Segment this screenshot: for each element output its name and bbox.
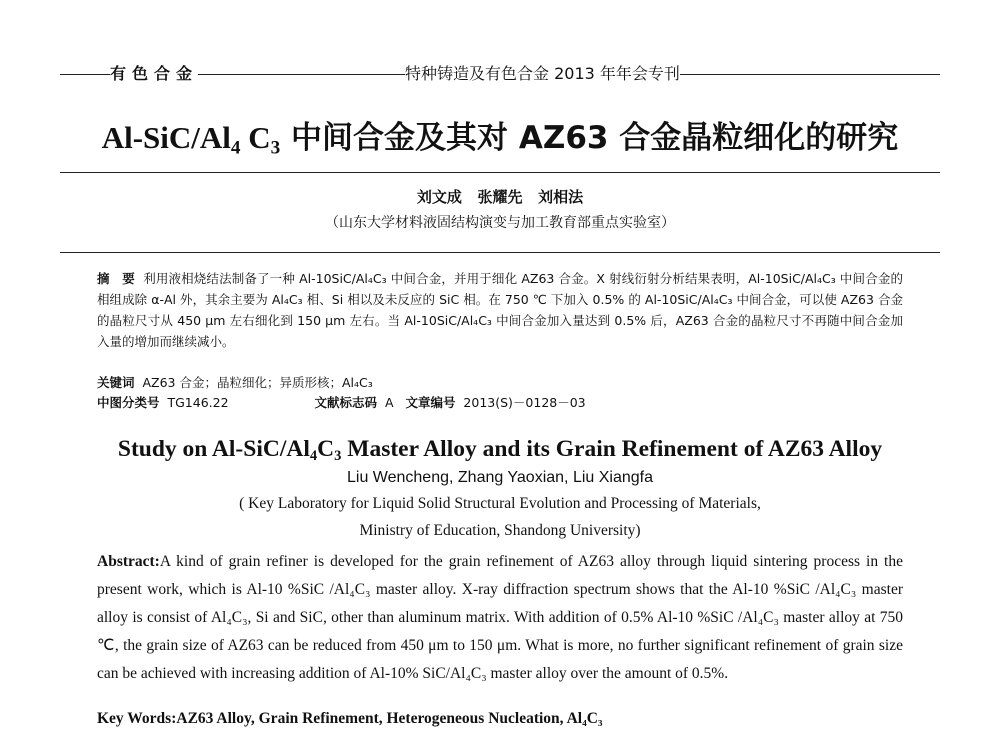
abstract-cn-label: 摘 要 [97,271,135,286]
title-en-suffix: Master Alloy and its Grain Refinement of AZ63 Alloy [341,436,883,462]
title-en [0,436,1000,465]
authors-cn: 刘文成 张耀先 刘相法 [416,188,584,206]
title-cn-prefix: Al-SiC/Al [101,120,231,155]
keywords-en-text: AZ63 Alloy, Grain Refinement, Heterogeneous Nucleation, Al₄C₃ [176,710,603,727]
title-cn-mid: C [240,120,271,155]
title-en-sub1: 4 [309,448,318,465]
abstract-en-text: A kind of grain refiner is developed for the grain refinement of AZ63 alloy through liquid sintering process in the present work, which is Al-10 %SiC /Al₄C₃ master alloy. X-ray diffraction spectrum shows that the Al-10 %SiC /Al₄C₃ master alloy is consist of Al₄C₃, Si and SiC, other than aluminum matrix. With addition of 0.5% Al-10 %SiC /Al₄C₃ master alloy at 750 ℃, the grain size of AZ63 can be reduced from 450 μm to 150 μm. What is more, no further significant refinement of grain size can be achieved with increasing addition of Al-10% SiC/Al₄C₃ master alloy over the amount of 0.5%. [97,553,903,682]
keywords-en [97,710,603,728]
title-cn-suffix: 中间合金及其对 AZ63 合金晶粒细化的研究 [280,120,899,156]
keywords-en-label: Key Words: [97,710,177,727]
doc-code-label: 文献标志码 [314,395,378,410]
keywords-cn [97,373,373,391]
article-no-value: 2013(S)－0128－03 [463,395,586,410]
title-en-mid: C [317,436,335,462]
abstract-cn-text: 利用液相烧结法制备了一种 Al-10SiC/Al₄C₃ 中间合金，并用于细化 AZ63 合金。X 射线衍射分析结果表明，Al-10SiC/Al₄C₃ 中间合金的相组成除 α-Al 外，其余主要为 Al₄C₃ 相、Si 相以及未反应的 SiC 相。在 750 ℃ 下加入 0.5% 的 Al-10SiC/Al₄C₃ 中间合金，可以使 AZ63 合金的晶粒尺寸从 450 μm 左右细化到 150 μm 左右。当 Al-10SiC/Al₄C₃ 中间合金加入量达到 0.5% 后，AZ63 合金的晶粒尺寸不再随中间合金加入量的增加而继续减小。 [97,271,903,349]
keywords-cn-text: AZ63 合金；晶粒细化；异质形核；Al₄C₃ [142,375,373,390]
affiliation-cn: （山东大学材料液固结构演变与加工教育部重点实验室） [325,215,675,231]
authors-en: Liu Wencheng, Zhang Yaoxian, Liu Xiangfa [347,469,653,486]
keywords-cn-label: 关键词 [97,375,135,390]
classification-row [97,393,586,411]
title-en-sub2: 3 [334,448,342,465]
affiliation-en-line2: Ministry of Education, Shandong University) [359,522,641,539]
issue-info: 特种铸造及有色合金 2013 年年会专刊 [405,64,680,83]
article-no-label: 文章编号 [405,395,456,410]
doc-code-value: A [384,395,394,410]
affiliation-divider [60,252,940,253]
title-divider [60,172,940,173]
title-en-prefix: Study on Al-SiC/Al [117,436,310,462]
affiliation-en-line1: ( Key Laboratory for Liquid Solid Structural Evolution and Processing of Materials, [239,495,761,512]
title-cn-sub2: 3 [270,137,281,159]
clc-label: 中图分类号 [97,395,160,410]
clc-value: TG146.22 [167,395,229,410]
running-header [60,63,940,85]
abstract-en [97,548,903,688]
abstract-cn [97,268,903,352]
title-cn-sub1: 4 [230,137,241,159]
abstract-en-label: Abstract: [97,553,160,570]
journal-name: 有色合金 [110,64,199,83]
title-cn [0,112,1000,159]
